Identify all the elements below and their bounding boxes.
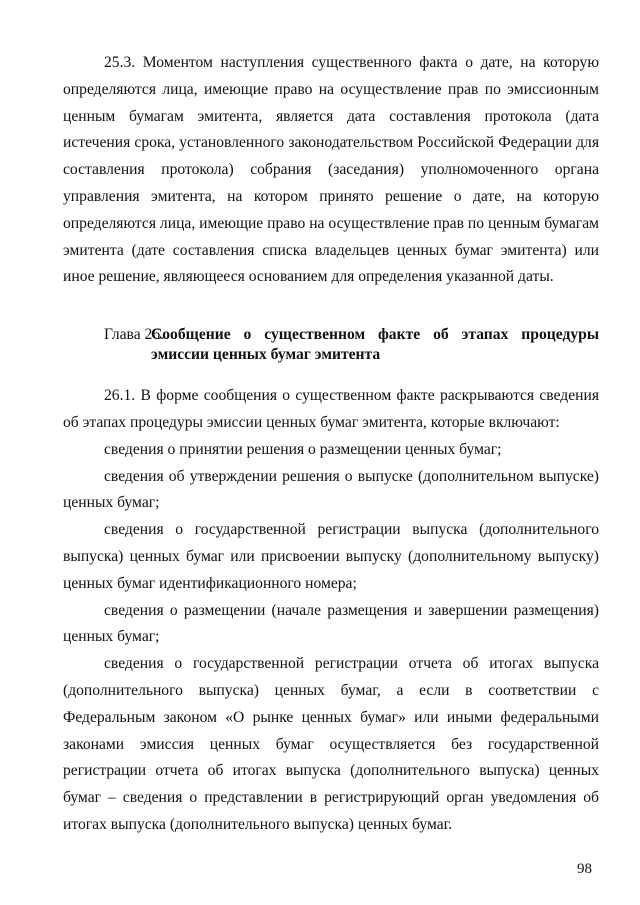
chapter-number: Глава 26. <box>104 326 165 344</box>
list-item: сведения о принятии решения о размещении ценных бумаг; <box>104 440 502 458</box>
chapter-title: Сообщение о существенном факте об этапах процедуры эмиссии ценных бумаг эмитента <box>151 326 599 364</box>
page-number: 98 <box>577 861 592 877</box>
chapter-heading <box>63 325 599 365</box>
list-item: сведения о государственной регистрации выпуска (дополнительного выпуска) ценных бумаг или присвоении выпуску (дополнительному выпуску) ценных бумаг идентификационного номера; <box>63 521 599 592</box>
document-page <box>63 50 599 839</box>
paragraph-25-3: 25.3. Моментом наступления существенного факта о дате, на которую определяются лица, имеющие право на осуществление прав по эмиссионным ценным бумагам эмитента, является дата составления протокола (дата истечения срока, установленного законодательством Российской Федерации для составления протокола) собрания (заседания) уполномоченного органа управления эмитента, на котором принято решение о дате, на которую определяются лица, имеющие право на осуществление прав по ценным бумагам эмитента (дате составления списка владельцев ценных бумаг эмитента) или иное решение, являющееся основанием для определения указанной даты. <box>63 54 599 286</box>
section-26-1 <box>63 383 599 839</box>
list-item: сведения об утверждении решения о выпуске (дополнительном выпуске) ценных бумаг; <box>63 467 599 512</box>
list-item: сведения о размещении (начале размещения и завершении размещения) ценных бумаг; <box>63 601 599 646</box>
list-item: сведения о государственной регистрации отчета об итогах выпуска (дополнительного выпуска) ценных бумаг, а если в соответствии с Федеральным законом «О рынке ценных бумаг» или иными федеральными законами эмиссия ценных бумаг осуществляется без государственной регистрации отчета об итогах выпуска (дополнительного выпуска) ценных бумаг – сведения о представлении в регистрирующий орган уведомления об итогах выпуска (дополнительного выпуска) ценных бумаг. <box>63 655 599 833</box>
paragraph-26-1: 26.1. В форме сообщения о существенном факте раскрываются сведения об этапах процедуры эмиссии ценных бумаг эмитента, которые включают: <box>63 387 599 431</box>
